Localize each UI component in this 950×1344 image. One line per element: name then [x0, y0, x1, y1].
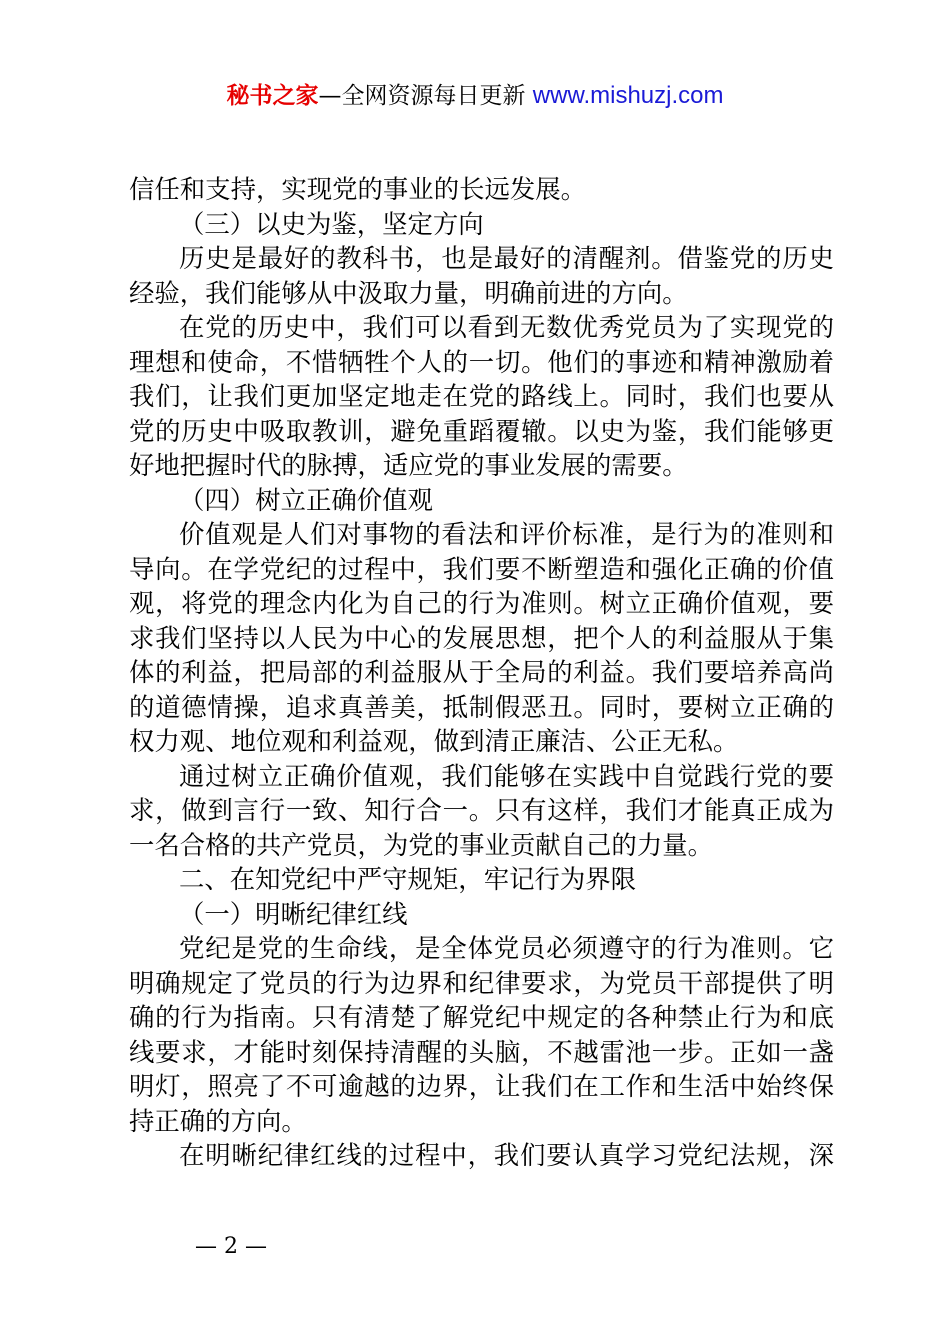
chapter-heading: 二、在知党纪中严守规矩，牢记行为界限	[179, 864, 637, 894]
paragraph-line: 线要求，才能时刻保持清醒的头脑，不越雷池一步。正如一盏	[129, 1036, 834, 1067]
section-heading: （三）以史为鉴，坚定方向	[179, 208, 484, 239]
paragraph-line: 求我们坚持以人民为中心的发展思想，把个人的利益服从于集	[129, 622, 834, 653]
section-heading: （四）树立正确价值观	[179, 484, 433, 515]
paragraph-line: 经验，我们能够从中汲取力量，明确前进的方向。	[129, 277, 688, 308]
paragraph-line: 理想和使命，不惜牺牲个人的一切。他们的事迹和精神激励着	[129, 346, 834, 377]
paragraph-line: 体的利益，把局部的利益服从于全局的利益。我们要培养高尚	[129, 657, 834, 687]
paragraph-line: 明确规定了党员的行为边界和纪律要求，为党员干部提供了明	[129, 967, 834, 998]
paragraph-line: 在明晰纪律红线的过程中，我们要认真学习党纪法规，深	[179, 1140, 834, 1170]
paragraph-line: 通过树立正确价值观，我们能够在实践中自觉践行党的要	[179, 760, 834, 791]
paragraph-line: 的道德情操，追求真善美，抵制假恶丑。同时，要树立正确的	[129, 691, 834, 722]
paragraph-line: 好地把握时代的脉搏，适应党的事业发展的需要。	[129, 450, 688, 480]
paragraph-line: 价值观是人们对事物的看法和评价标准，是行为的准则和	[179, 519, 834, 549]
brand-name: 秘书之家	[226, 83, 319, 109]
paragraph-line: 观，将党的理念内化为自己的行为准则。树立正确价值观，要	[129, 588, 834, 618]
section-heading: （一）明晰纪律红线	[179, 898, 408, 929]
paragraph-line: 在党的历史中，我们可以看到无数优秀党员为了实现党的	[179, 312, 834, 342]
paragraph-line: 信任和支持，实现党的事业的长远发展。	[129, 174, 587, 204]
banner-slogan: —全网资源每日更新	[318, 83, 526, 109]
paragraph-line: 持正确的方向。	[129, 1105, 307, 1136]
page-number: — 2 —	[195, 1234, 267, 1259]
paragraph-line: 党的历史中吸取教训，避免重蹈覆辙。以史为鉴，我们能够更	[129, 415, 834, 446]
paragraph-line: 一名合格的共产党员，为党的事业贡献自己的力量。	[129, 829, 713, 860]
site-url[interactable]: www.mishuzj.com	[532, 82, 724, 109]
paragraph-line: 确的行为指南。只有清楚了解党纪中规定的各种禁止行为和底	[129, 1002, 834, 1032]
paragraph-line: 导向。在学党纪的过程中，我们要不断塑造和强化正确的价值	[129, 553, 834, 584]
paragraph-line: 明灯，照亮了不可逾越的边界，让我们在工作和生活中始终保	[129, 1071, 834, 1101]
paragraph-line: 我们，让我们更加坚定地走在党的路线上。同时，我们也要从	[129, 381, 834, 411]
site-banner	[0, 80, 950, 112]
paragraph-line: 求，做到言行一致、知行合一。只有这样，我们才能真正成为	[129, 795, 834, 825]
paragraph-line: 党纪是党的生命线，是全体党员必须遵守的行为准则。它	[179, 933, 834, 963]
paragraph-line: 历史是最好的教科书，也是最好的清醒剂。借鉴党的历史	[179, 243, 834, 273]
paragraph-line: 权力观、地位观和利益观，做到清正廉洁、公正无私。	[129, 726, 739, 756]
document-body	[129, 172, 834, 1173]
